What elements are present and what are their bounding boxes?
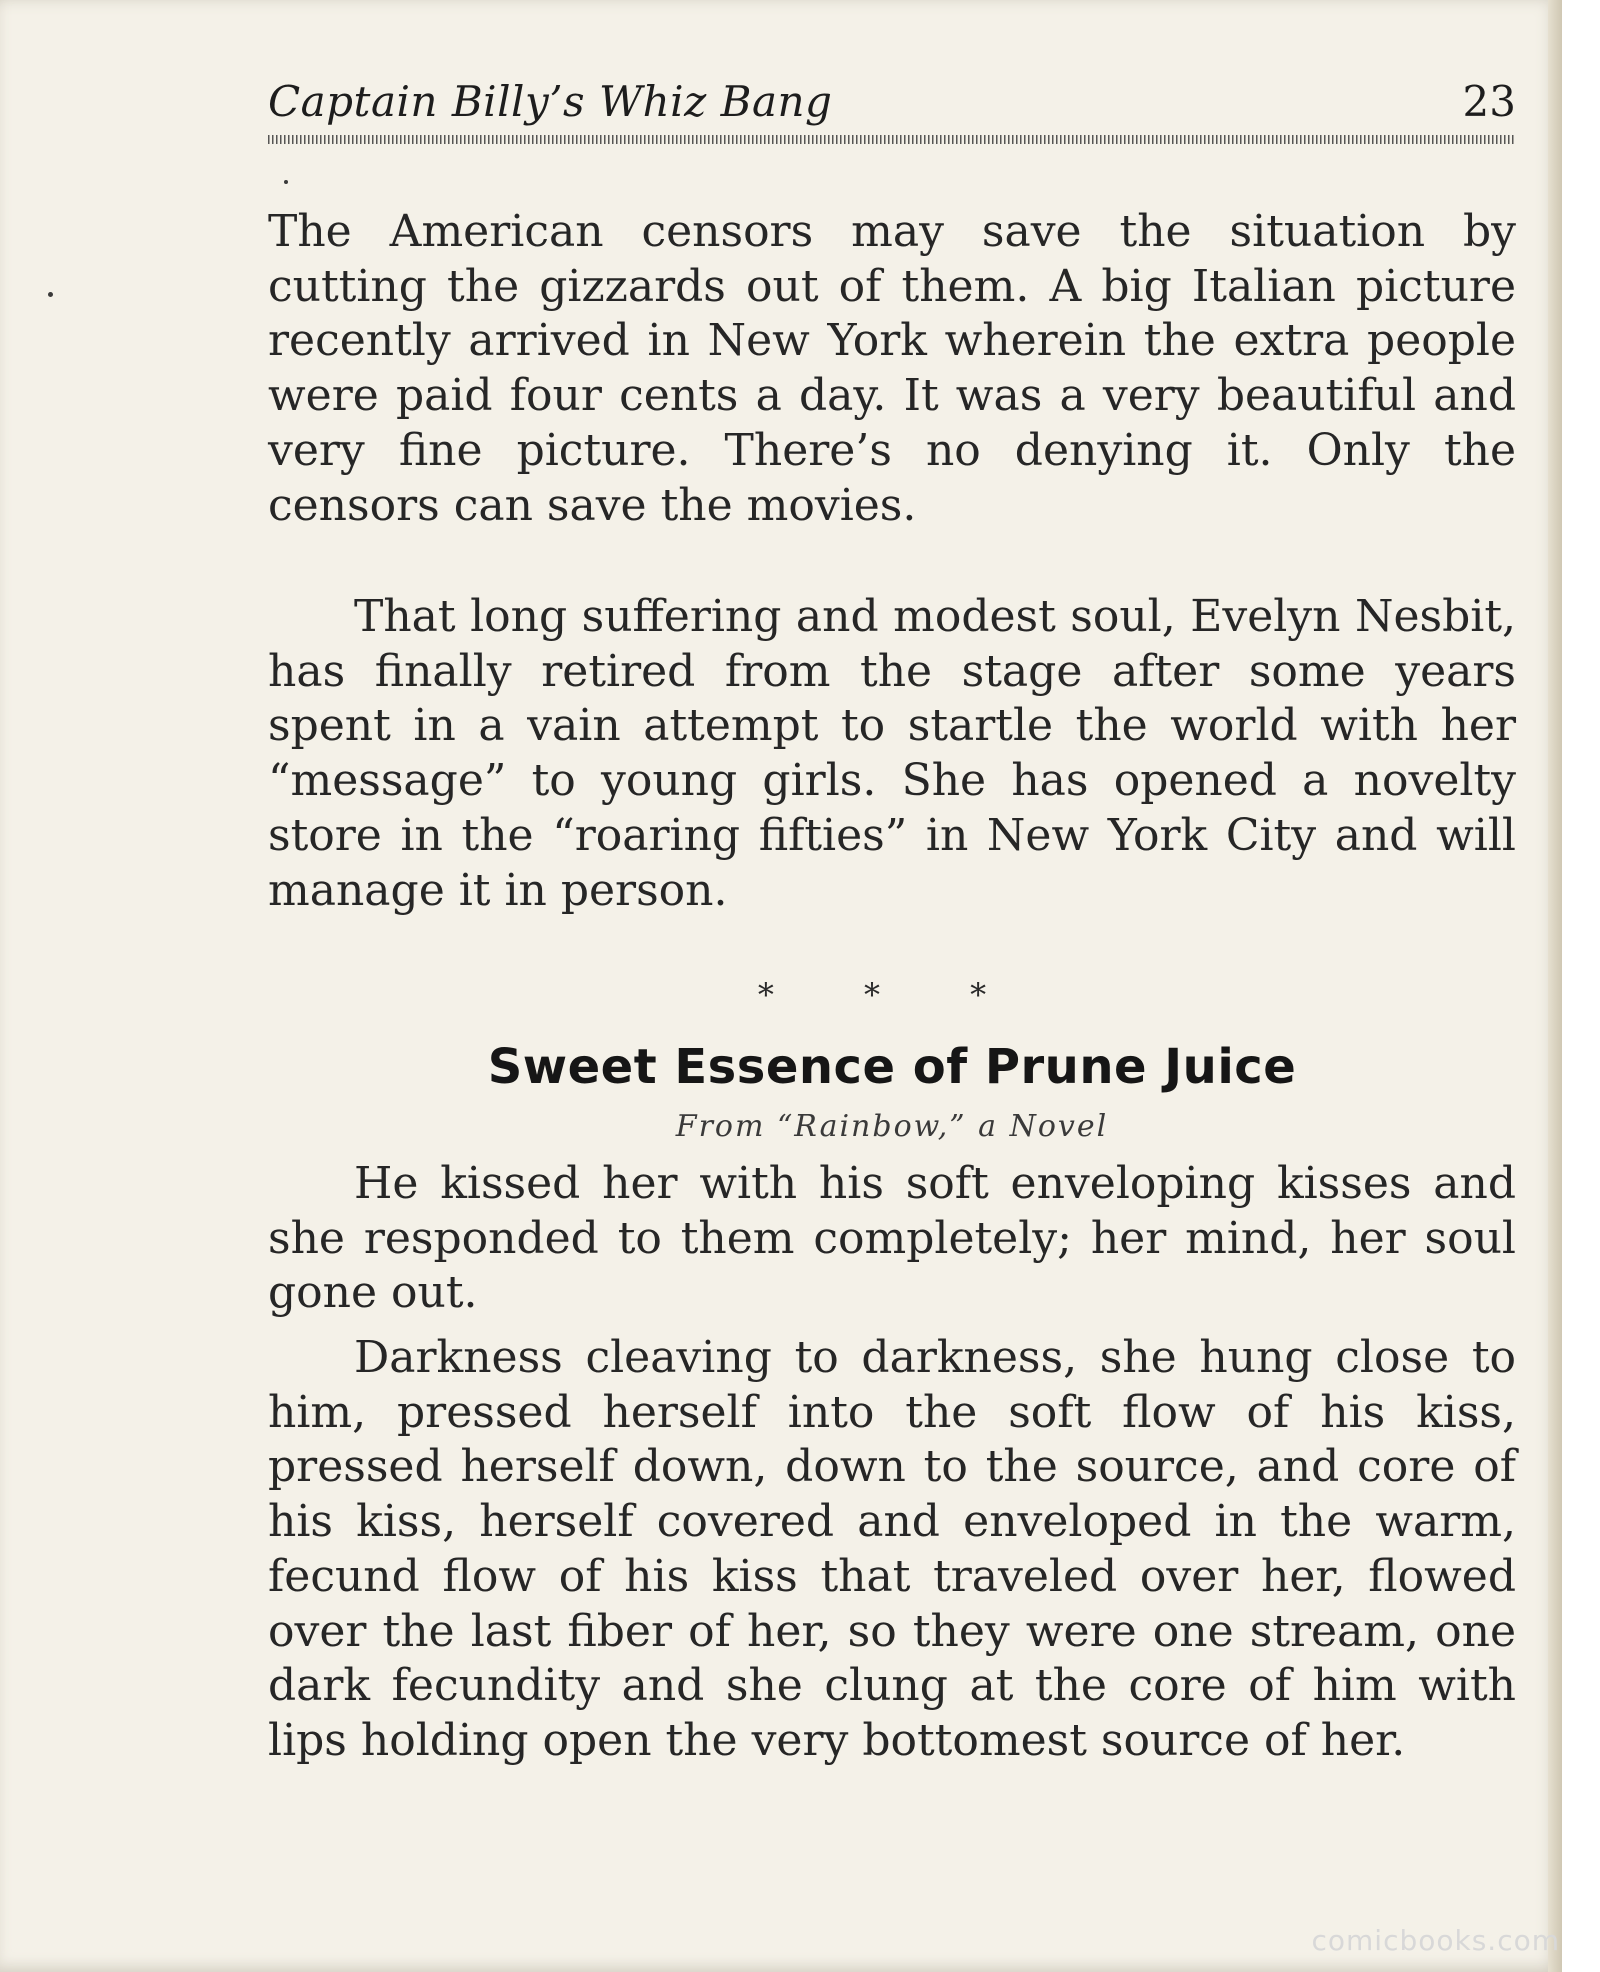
- article-paragraph-2: Darkness cleaving to darkness, she hung close to him, pressed herself into the soft flow of his kiss, pressed herself down, down to the source, and core of his kiss, herself covered and enveloped in the warm, fecund flow of his kiss that traveled over her, flowed over the last fiber of her, so they were one stream, one dark fecundity and she clung at the core of him with lips holding open the very bottomest source of her.: [268, 1332, 1516, 1766]
- site-watermark: comicbooks.com: [1311, 1924, 1560, 1957]
- page-number: 23: [1462, 77, 1516, 126]
- running-header: [268, 72, 1516, 132]
- ink-speck: [48, 292, 53, 297]
- article-paragraph-1: He kissed her with his soft enveloping kisses and she responded to them completely; her mind, her soul gone out.: [268, 1158, 1516, 1319]
- page-edge: [1548, 0, 1562, 1972]
- section-separator: * * *: [757, 976, 1027, 1014]
- article-byline: From “Rainbow,” a Novel: [675, 1109, 1109, 1144]
- publication-title: Captain Billy’s Whiz Bang: [268, 77, 833, 126]
- ink-speck: [284, 180, 288, 184]
- paragraph-nesbit: That long suffering and modest soul, Evelyn Nesbit, has finally retired from the stage after some years spent in a vain attempt to startle the world with her “message” to young girls. She has opened a novelty store in the “roaring fifties” in New York City and will manage it in person.: [268, 591, 1516, 916]
- paragraph-censors: The American censors may save the situation by cutting the gizzards out of them. A big Italian picture recently arrived in New York wherein the extra people were paid four cents a day. It was a very beautiful and very fine picture. There’s no denying it. Only the censors can save the movies.: [268, 206, 1516, 531]
- header-rule: [268, 135, 1516, 144]
- article-headline: Sweet Essence of Prune Juice: [487, 1039, 1297, 1095]
